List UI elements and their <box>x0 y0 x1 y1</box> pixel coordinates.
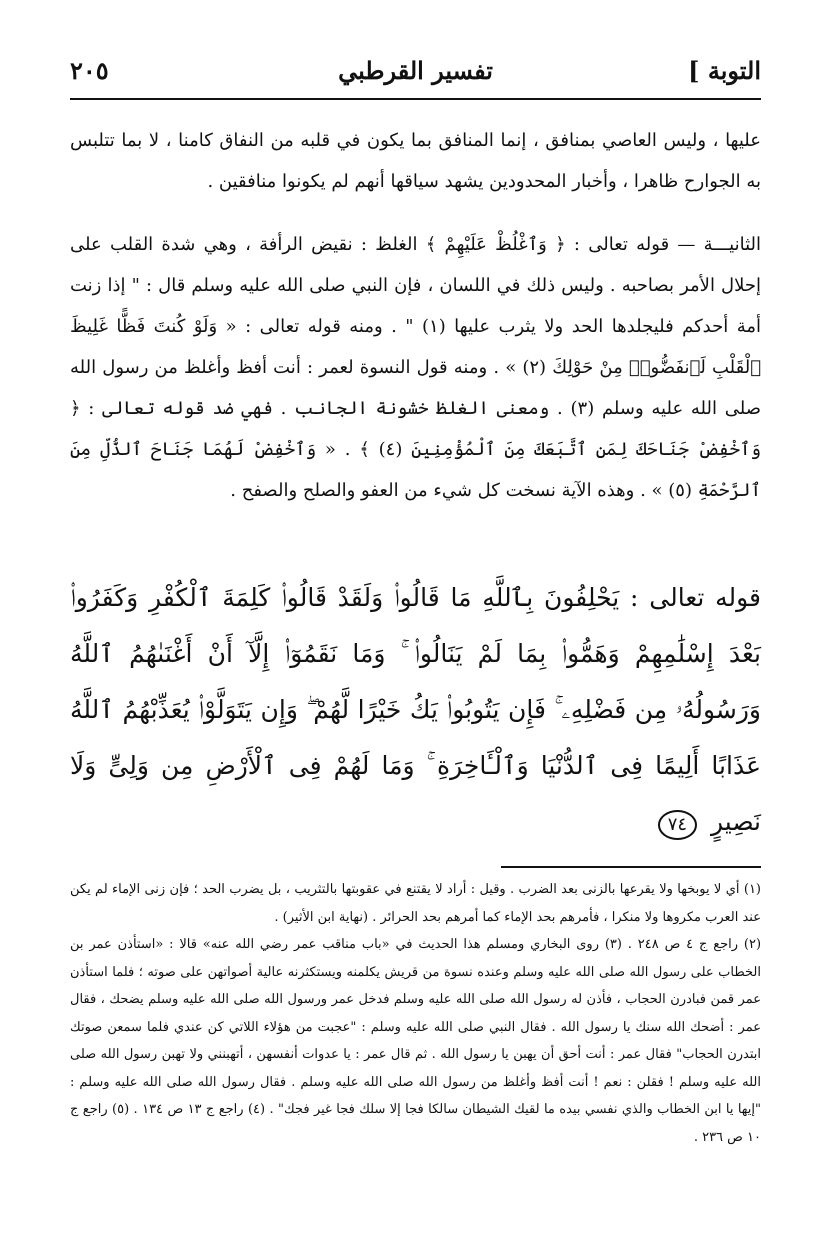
paragraph: عليها ، وليس العاصي بمنافق ، إنما المنافق بما يكون في قلبه من النفاق كامنا ، لا بما تتلبس به الجوارح ظاهرا ، وأخبار المحدودين يشهد سياقها أنهم لم يكونوا منافقين . <box>70 130 761 192</box>
footnote: (٢) راجع ج ٤ ص ٢٤٨ . (٣) روى البخاري ومسلم هذا الحديث في «باب مناقب عمر رضي الله عنه» قالا : «استأذن عمر بن الخطاب على رسول الله صلى الله عليه وسلم وعنده نسوة من قريش يكلمنه ويستكثرنه عالية أصواتهن على صوته ؛ فلما استأذن عمر قمن فبادرن الحجاب ، فأذن له رسول الله صلى الله عليه وسلم فدخل عمر ورسول الله صلى الله عليه وسلم يضحك ، فقال عمر : أضحك الله سنك يا رسول الله . فقال النبي صلى الله عليه وسلم : "عجبت من هؤلاء اللاتي كن عندي فلما سمعن صوتك ابتدرن الحجاب" فقال عمر : أنت أحق أن يهبن يا رسول الله . ثم قال عمر : يا عدوات أنفسهن ، أتهبنني ولا تهبن رسول الله صلى الله عليه وسلم ! فقلن : نعم ! أنت أفظ وأغلظ من رسول الله صلى الله عليه وسلم . فقال رسول الله صلى الله عليه وسلم : "إيها يا ابن الخطاب والذي نفسي بيده ما لقيك الشيطان سالكا فجا إلا سلك فجا غير فجك" . (٤) راجع ج ١٣ ص ١٣٤ . (٥) راجع ج ١٠ ص ٢٣٦ . <box>70 937 762 1145</box>
page-number: ٢٠٥ <box>70 56 109 85</box>
page-header <box>70 50 761 100</box>
footnotes <box>70 876 761 1151</box>
verse-number-marker: ٧٤ <box>658 810 697 840</box>
chapter-name: التوبة ] <box>688 56 761 85</box>
paragraph: الثانيـــة — قوله تعالى : ﴿ وَٱغْلُظْ عَلَيْهِمْ ﴾ الغلظ : نقيض الرأفة ، وهي شدة القلب على إحلال الأمر بصاحبه . وليس ذلك في اللسان ، فإن النبي صلى الله عليه وسلم قال : " إذا زنت أمة أحدكم فليجلدها الحد ولا يثرب عليها (١) " . ومنه قوله تعالى : « وَلَوْ كُنتَ فَظًّا غَلِيظَ ٱلْقَلْبِ لَٱنفَضُّوا۟ مِنْ حَوْلِكَ (٢) » . ومنه قول النسوة لعمر : أنت أفظ وأغلظ من رسول الله صلى الله عليه وسلم (٣) . ومعنى الغلظ خشونة الجانب . فهي ضد قوله تعالى : ﴿ وَٱخْفِضْ جَنَاحَكَ لِمَنِ ٱتَّبَعَكَ مِنَ ٱلْمُؤْمِنِينَ (٤) ﴾ . « وَٱخْفِضْ لَهُمَا جَنَاحَ ٱلذُّلِّ مِنَ ٱلرَّحْمَةِ (٥) » . وهذه الآية نسخت كل شيء من العفو والصلح والصفح . <box>70 234 762 501</box>
verse-intro: قوله تعالى : <box>630 583 761 612</box>
book-title: تفسير القرطبي <box>338 56 493 85</box>
commentary-text <box>70 120 761 511</box>
footnote-divider <box>501 866 761 868</box>
verse-text: يَحْلِفُونَ بِٱللَّهِ مَا قَالُوا۟ وَلَقَدْ قَالُوا۟ كَلِمَةَ ٱلْكُفْرِ وَكَفَرُوا۟ بَعْدَ إِسْلَٰمِهِمْ وَهَمُّوا۟ بِمَا لَمْ يَنَالُوا۟ ۚ وَمَا نَقَمُوٓا۟ إِلَّآ أَنْ أَغْنَىٰهُمُ ٱللَّهُ وَرَسُولُهُۥ مِن فَضْلِهِۦ ۚ فَإِن يَتُوبُوا۟ يَكُ خَيْرًا لَّهُمْ ۖ وَإِن يَتَوَلَّوْا۟ يُعَذِّبْهُمُ ٱللَّهُ عَذَابًا أَلِيمًا فِى ٱلدُّنْيَا وَٱلْـَٔاخِرَةِ ۚ وَمَا لَهُمْ فِى ٱلْأَرْضِ مِن وَلِىٍّ وَلَا نَصِيرٍ <box>70 583 761 836</box>
verse-paragraph <box>70 570 761 850</box>
footnote: (١) أي لا يوبخها ولا يقرعها بالزنى بعد الضرب . وقيل : أراد لا يقتنع في عقوبتها بالتثريب ، بل يضرب الحد ؛ فإن زنى الإماء لم يكن عند العرب مكروها ولا منكرا ، فأمرهم بحد الإماء كما أمرهم بحد الحرائر . (نهاية ابن الأثير) . <box>70 882 761 925</box>
quran-verse <box>70 570 761 850</box>
